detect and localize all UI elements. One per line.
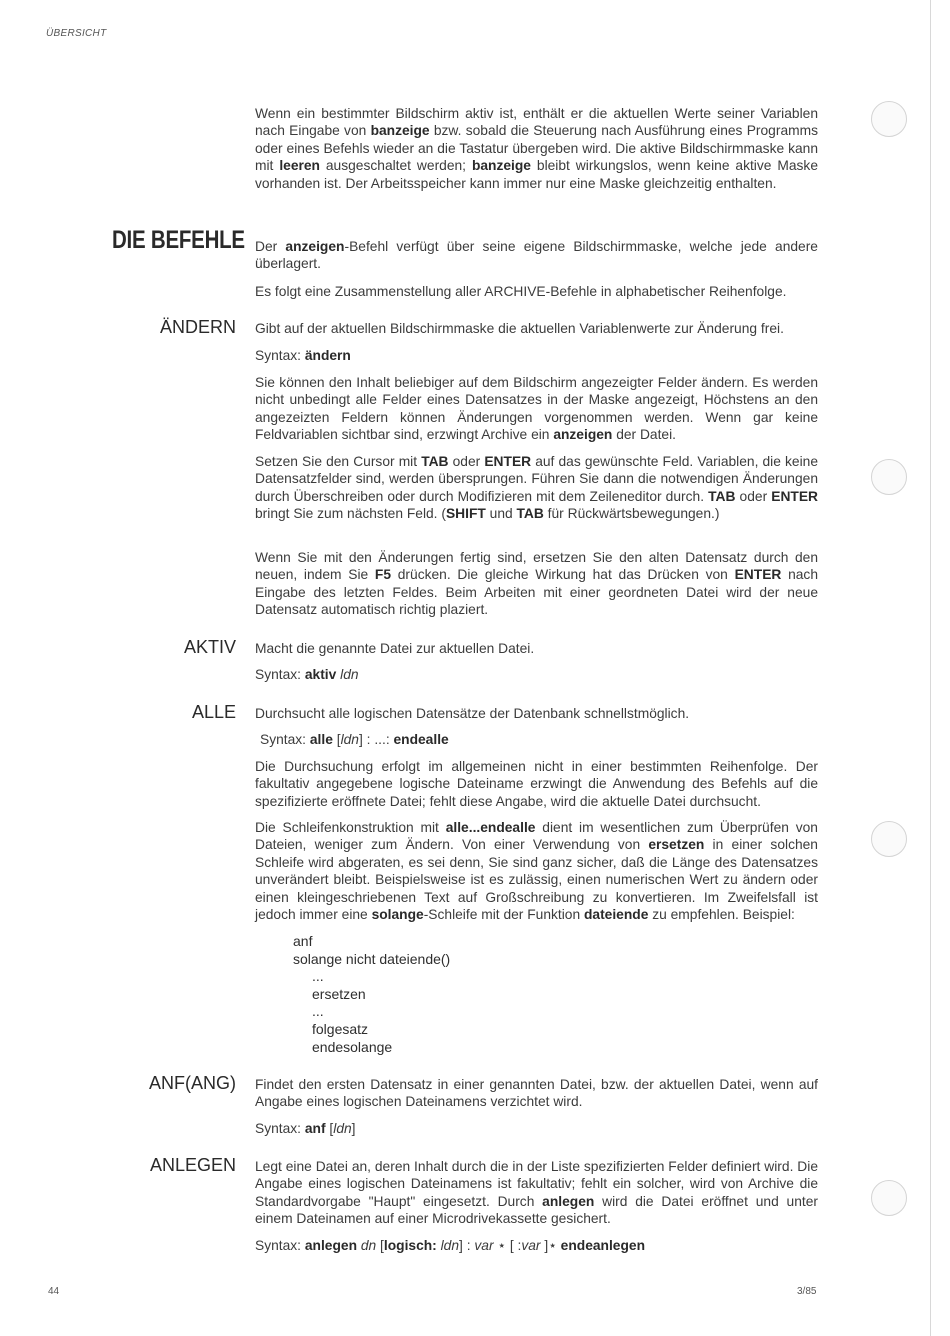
command-heading-aktiv: AKTIV — [183, 637, 236, 657]
command-heading-anf: ANF(ANG) — [149, 1073, 236, 1093]
command-heading-anlegen: ANLEGEN — [149, 1155, 236, 1175]
aendern-syntax: Syntax: ändern — [255, 348, 351, 363]
punch-hole — [871, 101, 907, 137]
code-line: ... — [312, 1003, 324, 1020]
anf-syntax: Syntax: anf [ldn] — [255, 1121, 356, 1136]
code-line: folgesatz — [312, 1020, 369, 1037]
aktiv-description: Macht die genannte Datei zur aktuellen Datei. — [255, 641, 535, 656]
aendern-paragraph-4: Wenn Sie mit den Änderungen fertig sind, ersetzen Sie den alten Datensatz durch den neuen, indem Sie F5 drücken. Die gleiche Wirkung hat das Drücken von ENTER nach Eingabe des letzten Feldes. Beim Arbeiten mit einer geordneten Datei wird der neue Datensatz automatisch richtig plaziert. — [255, 550, 819, 618]
alle-paragraph-2: Die Durchsuchung erfolgt im allgemeinen nicht in einer bestimmten Reihenfolge. Der fakultativ angegebene logische Dateiname erzwingt die Anwendung des Befehls auf die spezifizierte eröffnete Datei; fehlt diese Angabe, wird die aktuelle Datei durchsucht. — [255, 759, 818, 809]
code-line: anf — [293, 933, 313, 949]
command-heading-alle: ALLE — [191, 702, 236, 722]
command-heading-aendern: ÄNDERN — [159, 317, 236, 337]
punch-hole — [871, 1180, 907, 1216]
befehle-paragraph-2: Es folgt eine Zusammenstellung aller ARCHIVE-Befehle in alphabetischer Reihenfolge. — [255, 284, 787, 299]
chapter-heading: DIE BEFEHLE — [112, 226, 245, 254]
section-header: ÜBERSICHT — [46, 28, 107, 39]
punch-hole — [871, 459, 907, 495]
punch-hole — [871, 821, 907, 857]
page-edge-rule — [930, 0, 931, 1336]
code-line: ersetzen — [312, 985, 366, 1002]
anlegen-description: Legt eine Datei an, deren Inhalt durch die in der Liste spezifizierten Felder definiert wird. Die Angabe eines logischen Dateinamens ist fakultativ; fehlt ein solcher, wird von Archive die Standardvorgabe "Haupt" eingesetzt. Durch anlegen wird die Datei eröffnet und unter einem Dateinamen auf einer Microdrivekassette gesichert. — [255, 1159, 818, 1227]
alle-paragraph-3: Die Schleifenkonstruktion mit alle...endealle dient im wesentlichen zum Überprüfen von Dateien, weniger zum Ändern. Von einer Verwendung von ersetzen in einer solchen Schleife wird abgeraten, es sei denn, Sie sind ganz sicher, daß die Länge des Datensatzes unverändert bleibt. Beispielsweise ist es zulässig, einen numerischen Wert zu ändern oder einen kleingeschriebenen Text auf Großschreibung zu konvertieren. Im Zweifelsfall ist jedoch immer eine solange-Schleife mit der Funktion dateiende zu empfehlen. Beispiel: — [255, 820, 818, 923]
intro-paragraph: Wenn ein bestimmter Bildschirm aktiv ist, enthält er die aktuellen Werte seiner Variablen nach Eingabe von banzeige bzw. sobald die Steuerung nach Ausführung eines Programms oder eines Befehls wieder an die Tastatur übergeben wird. Die aktive Bildschirmmaske kann mit leeren ausgeschaltet werden; banzeige bleibt wirkungslos, wenn keine aktive Maske vorhanden ist. Der Arbeitsspeicher kann immer nur eine Maske gleichzeitig enthalten. — [255, 106, 818, 191]
anlegen-syntax: Syntax: anlegen dn [logisch: ldn] : var ⋆ [ :var ]⋆ endeanlegen — [255, 1238, 646, 1253]
page-number: 44 — [48, 1286, 60, 1297]
code-line: endesolange — [312, 1038, 393, 1055]
aendern-paragraph-3: Setzen Sie den Cursor mit TAB oder ENTER auf das gewünschte Feld. Variablen, die keine Datensatzfelder sind, werden übersprungen. Führen Sie dann die notwendigen Änderungen durch Überschreiben oder durch Modifizieren mit dem Zeileneditor durch. TAB oder ENTER bringt Sie zum nächsten Feld. (SHIFT und TAB für Rückwärtsbewegungen.) — [255, 454, 819, 522]
aendern-paragraph-2: Sie können den Inhalt beliebiger auf dem Bildschirm angezeigter Felder ändern. Es werden nicht unbedingt alle Felder eines Datensatzes in der Maske angezeigt, Höchstens an den angezeizten Feldern können Änderungen vorgenommen werden. Wenn gar keine Feldvariablen sichtbar sind, erzwingt Archive ein anzeigen der Datei. — [255, 375, 818, 443]
anf-description: Findet den ersten Datensatz in einer genannten Datei, bzw. der aktuellen Datei, wenn auf Angabe eines logischen Dateinamens verzichtet wird. — [255, 1077, 818, 1110]
befehle-paragraph-1: Der anzeigen-Befehl verfügt über seine eigene Bildschirmmaske, welche jede andere überlagert. — [255, 239, 818, 272]
code-line: solange nicht dateiende() — [293, 950, 451, 967]
code-line: ... — [312, 968, 324, 985]
alle-syntax: Syntax: alle [ldn] : ...: endealle — [260, 732, 449, 747]
aendern-description: Gibt auf der aktuellen Bildschirmmaske die aktuellen Variablenwerte zur Änderung frei. — [255, 321, 784, 336]
edition-date: 3/85 — [797, 1286, 817, 1297]
aktiv-syntax: Syntax: aktiv ldn — [255, 667, 359, 682]
code-example — [293, 933, 450, 1056]
alle-description: Durchsucht alle logischen Datensätze der Datenbank schnellstmöglich. — [255, 706, 690, 721]
